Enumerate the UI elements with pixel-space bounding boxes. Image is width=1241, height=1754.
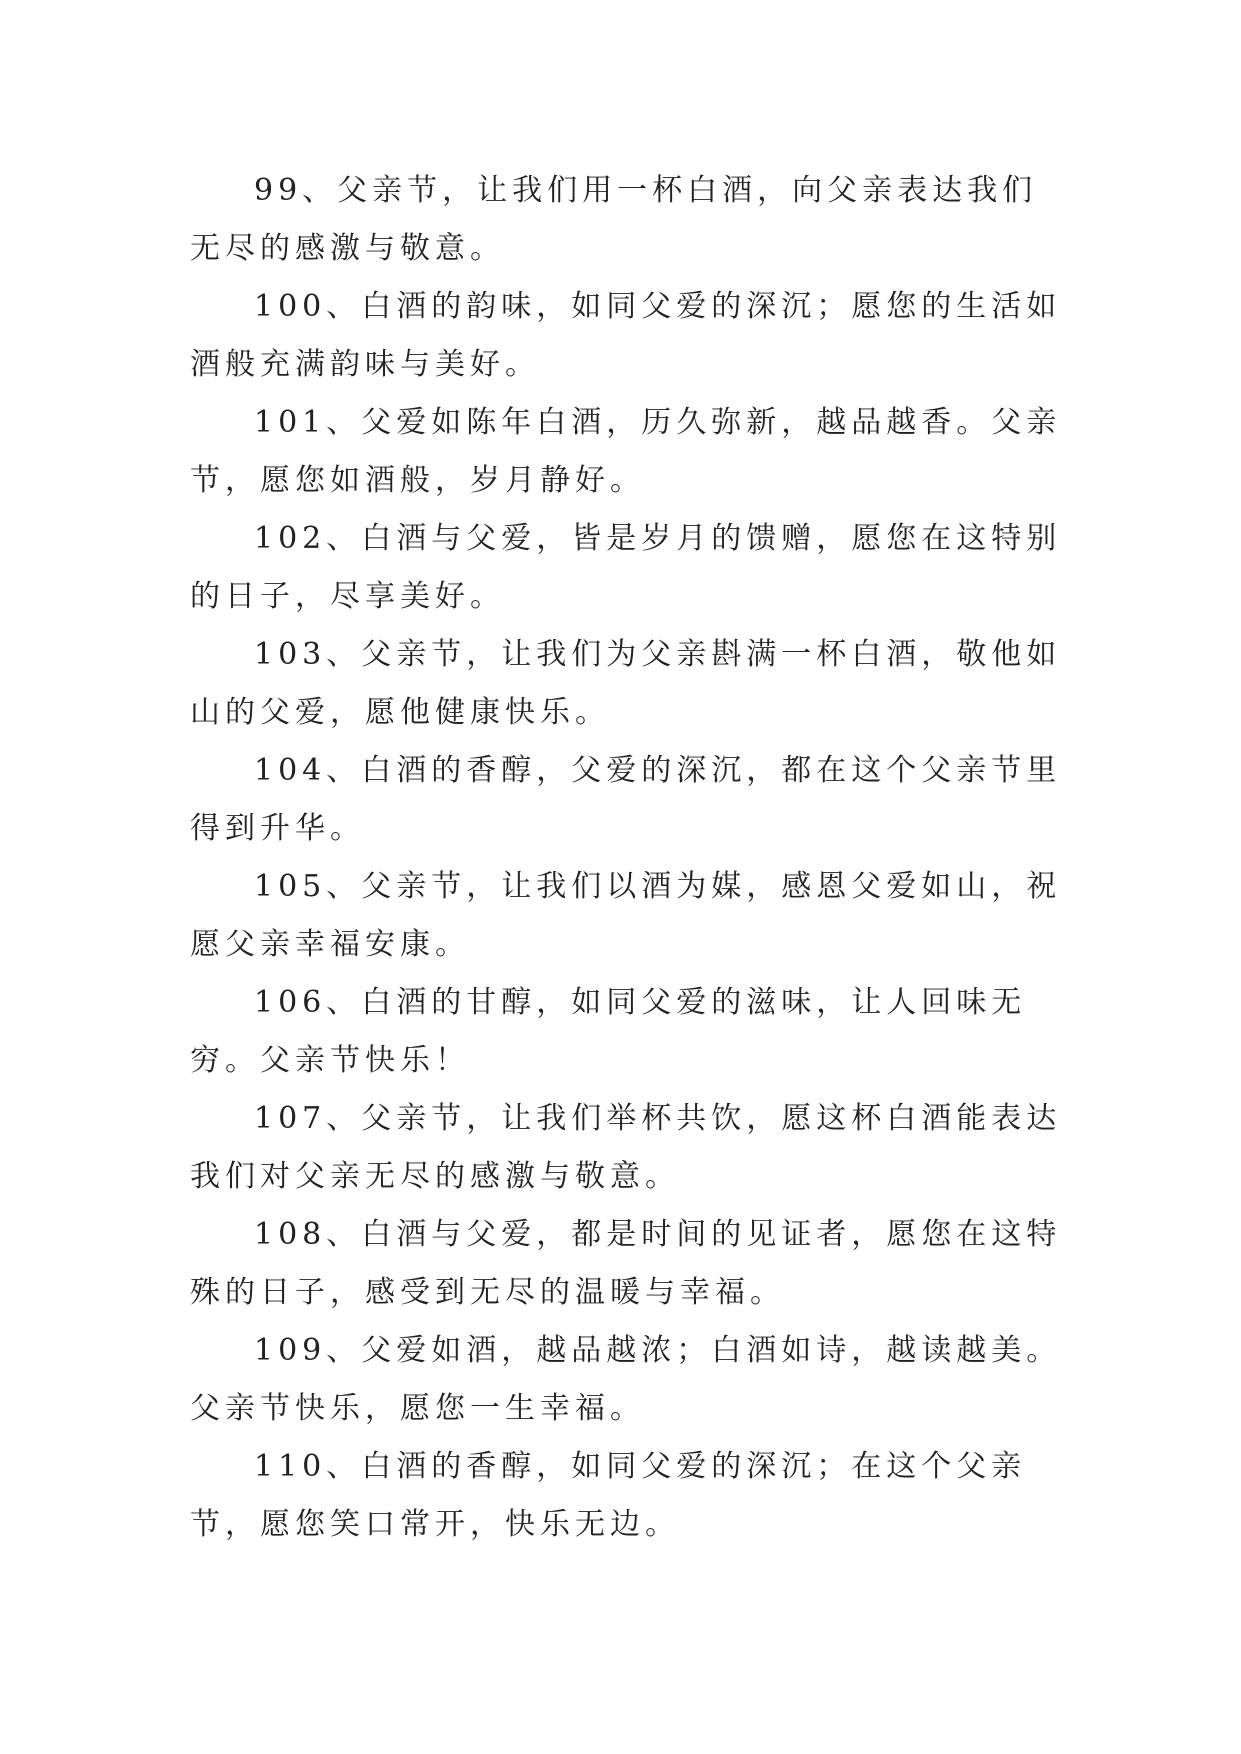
paragraph-106: 106、白酒的甘醇，如同父爱的滋味，让人回味无穷。父亲节快乐！ [190,985,1027,1078]
paragraph-102: 102、白酒与父爱，皆是岁月的馈赠，愿您在这特别的日子，尽享美好。 [190,521,1062,614]
paragraph-103: 103、父亲节，让我们为父亲斟满一杯白酒，敬他如山的父爱，愿他健康快乐。 [190,637,1062,730]
paragraph-105: 105、父亲节，让我们以酒为媒，感恩父爱如山，祝愿父亲幸福安康。 [190,869,1062,962]
paragraph-100: 100、白酒的韵味，如同父爱的深沉；愿您的生活如酒般充满韵味与美好。 [190,289,1062,382]
paragraph-99: 99、父亲节，让我们用一杯白酒，向父亲表达我们无尽的感激与敬意。 [190,173,1038,266]
paragraph-101: 101、父爱如陈年白酒，历久弥新，越品越香。父亲节，愿您如酒般，岁月静好。 [190,405,1062,498]
paragraph-107: 107、父亲节，让我们举杯共饮，愿这杯白酒能表达我们对父亲无尽的感激与敬意。 [190,1101,1062,1194]
document-body [190,162,1070,1554]
paragraph-109: 109、父爱如酒，越品越浓；白酒如诗，越读越美。父亲节快乐，愿您一生幸福。 [190,1333,1062,1426]
paragraph-110: 110、白酒的香醇，如同父爱的深沉；在这个父亲节，愿您笑口常开，快乐无边。 [190,1449,1027,1542]
paragraph-108: 108、白酒与父爱，都是时间的见证者，愿您在这特殊的日子，感受到无尽的温暖与幸福。 [190,1217,1062,1310]
paragraph-104: 104、白酒的香醇，父爱的深沉，都在这个父亲节里得到升华。 [190,753,1062,846]
